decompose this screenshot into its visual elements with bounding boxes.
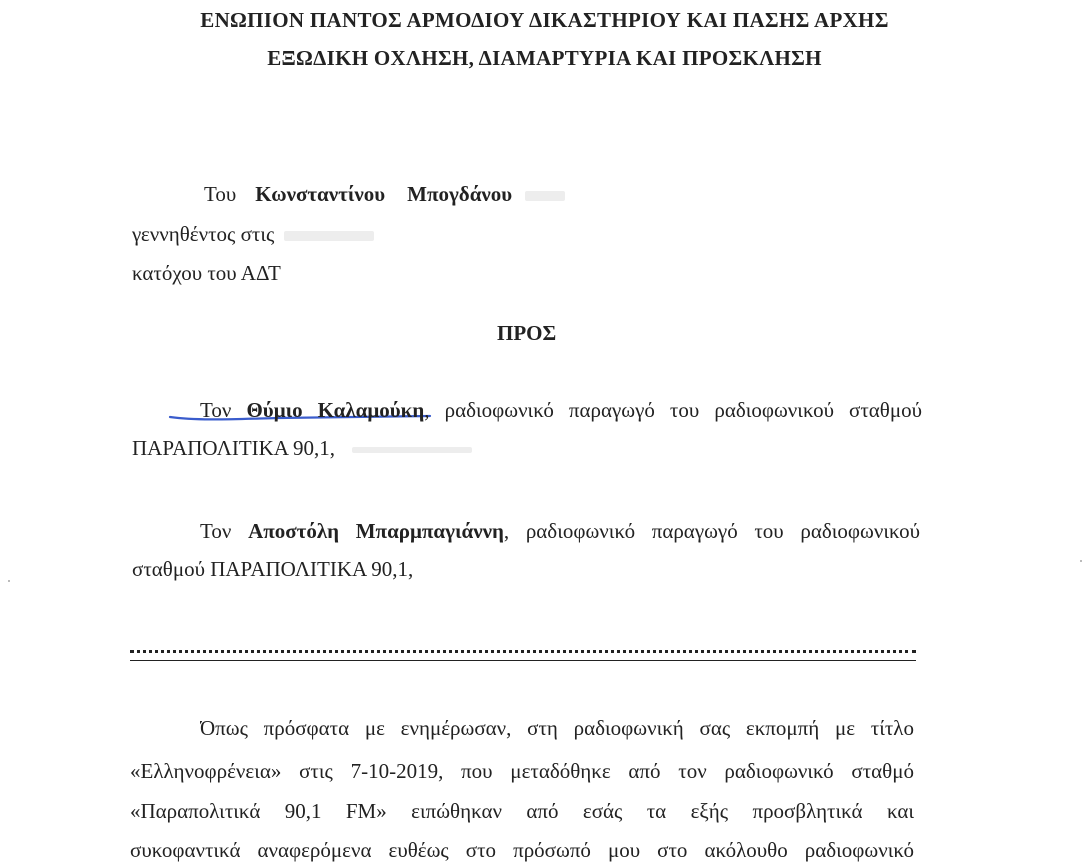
solid-rule [130, 660, 916, 661]
redacted-area [284, 231, 374, 241]
recipient2-line1 [200, 519, 920, 549]
to-heading: ΠΡΟΣ [497, 321, 557, 345]
sender-id-line [132, 261, 281, 286]
recipient1-name: Θύμιο Καλαμούκη [246, 398, 425, 422]
body-line-4: συκοφαντικά αναφερόμενα ευθέως στο πρόσωπό μου στο ακόλουθο ραδιοφωνικό [130, 838, 914, 862]
recipient1-comma: , [424, 398, 430, 422]
recipient1-prefix: Τον [200, 398, 232, 422]
court-heading: ΕΝΩΠΙΟΝ ΠΑΝΤΟΣ ΑΡΜΟΔΙΟΥ ΔΙΚΑΣΤΗΡΙΟΥ ΚΑΙ ΠΑΣΗΣ ΑΡΧΗΣ [200, 8, 889, 32]
sender-prefix: Του [204, 182, 237, 206]
body-line-2: «Ελληνοφρένεια» στις 7-10-2019, που μεταδόθηκε από τον ραδιοφωνικό σταθμό [130, 759, 914, 783]
scan-speck [8, 580, 10, 582]
recipient2-description: ραδιοφωνικό παραγωγό του ραδιοφωνικού [525, 519, 920, 543]
document-title: ΕΞΩΔΙΚΗ ΟΧΛΗΣΗ, ΔΙΑΜΑΡΤΥΡΙΑ ΚΑΙ ΠΡΟΣΚΛΗΣΗ [267, 46, 822, 70]
sender-birth-line [132, 222, 374, 247]
recipient2-name: Αποστόλη Μπαρμπαγιάννη [248, 519, 504, 543]
sender-id-label: κατόχου του ΑΔΤ [132, 261, 281, 285]
sender-first-name: Κωνσταντίνου [255, 182, 386, 206]
body-line-1: Όπως πρόσφατα με ενημέρωσαν, στη ραδιοφωνική σας εκπομπή με τίτλο [200, 716, 914, 740]
redacted-area [352, 447, 472, 453]
recipient1-station: ΠΑΡΑΠΟΛΙΤΙΚΑ 90,1, [132, 436, 336, 460]
recipient1-description: ραδιοφωνικό παραγωγό του ραδιοφωνικού σταθμού [444, 398, 922, 422]
recipient1-line1 [200, 398, 922, 428]
scan-speck [1080, 560, 1082, 562]
recipient2-line2 [132, 557, 413, 582]
recipient2-station: σταθμού ΠΑΡΑΠΟΛΙΤΙΚΑ 90,1, [132, 557, 414, 581]
recipient2-comma: , [503, 519, 510, 543]
body-line-3: «Παραπολιτικά 90,1 FM» ειπώθηκαν από εσάς τα εξής προσβλητικά και [130, 799, 914, 823]
recipient1-line2 [132, 436, 472, 461]
recipient2-prefix: Τον [200, 519, 232, 543]
sender-line [204, 182, 565, 207]
dotted-line [130, 650, 916, 659]
redacted-area [525, 191, 565, 201]
dotted-separator [130, 650, 916, 666]
sender-born-label: γεννηθέντος στις [132, 222, 275, 246]
sender-last-name: Μπογδάνου [407, 182, 513, 206]
